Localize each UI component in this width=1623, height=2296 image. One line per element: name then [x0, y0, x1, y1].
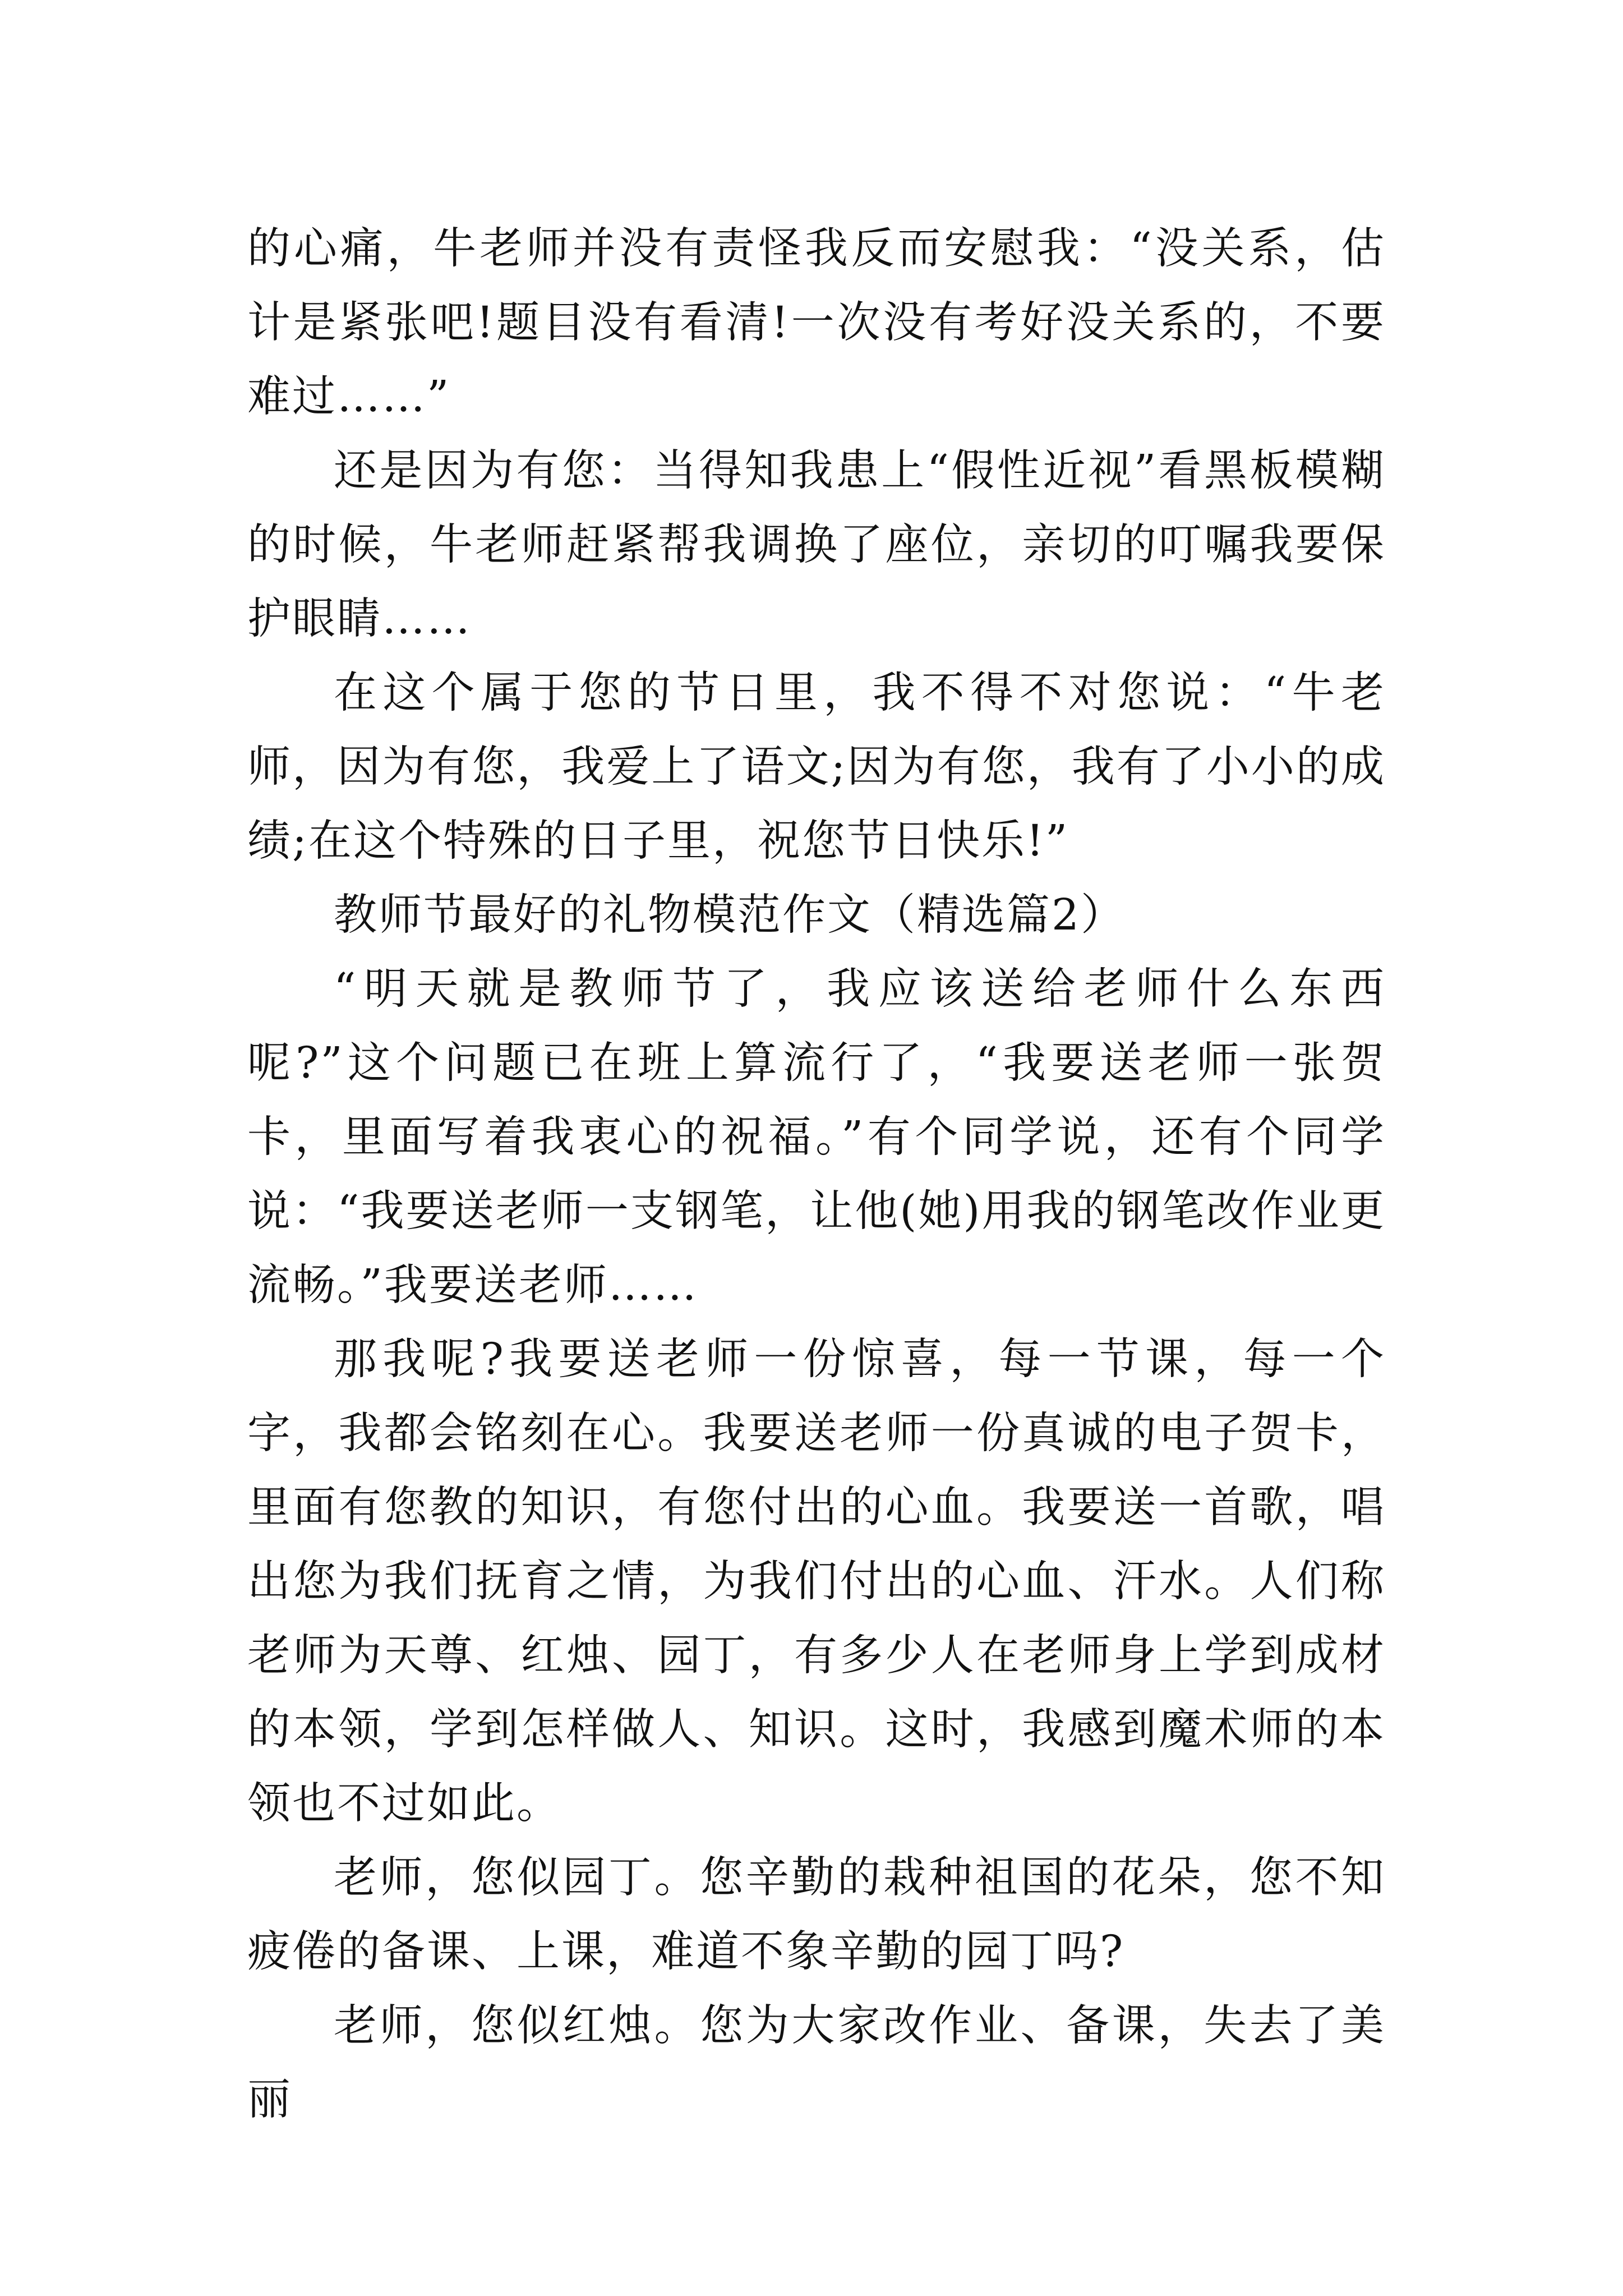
section-heading: 教师节最好的礼物模范作文（精选篇2） — [334, 890, 1126, 940]
paragraph-7: 老师，您似红烛。您为大家改作业、备课，失去了美丽 — [247, 2001, 1386, 2125]
paragraph-4: “明天就是教师节了，我应该送给老师什么东西呢?”这个问题已在班上算流行了，“我要送老师一张贺卡，里面写着我衷心的祝福。”有个同学说，还有个同学说：“我要送老师一支钢笔，让他(她)用我的钢笔改作业更流畅。”我要送老师…… — [247, 964, 1386, 1310]
paragraph-5: 那我呢?我要送老师一份惊喜，每一节课，每一个字，我都会铭刻在心。我要送老师一份真诚的电子贺卡，里面有您教的知识，有您付出的心血。我要送一首歌，唱出您为我们抚育之情，为我们付出的心血、汗水。人们称老师为天尊、红烛、园丁，有多少人在老师身上学到成材的本领，学到怎样做人、知识。这时，我感到魔术师的本领也不过如此。 — [247, 1335, 1386, 1829]
document-body — [247, 212, 1386, 2137]
paragraph-6: 老师，您似园丁。您辛勤的栽种祖国的花朵，您不知疲倦的备课、上课，难道不象辛勤的园丁吗? — [247, 1853, 1386, 1977]
paragraph-3: 在这个属于您的节日里，我不得不对您说：“牛老师，因为有您，我爱上了语文;因为有您，我有了小小的成绩;在这个特殊的日子里，祝您节日快乐!” — [247, 668, 1386, 866]
paragraph-1: 的心痛，牛老师并没有责怪我反而安慰我：“没关系，估计是紧张吧!题目没有看清!一次没有考好没关系的，不要难过……” — [247, 224, 1386, 422]
paragraph-2: 还是因为有您：当得知我患上“假性近视”看黑板模糊的时候，牛老师赶紧帮我调换了座位，亲切的叮嘱我要保护眼睛…… — [247, 446, 1386, 644]
